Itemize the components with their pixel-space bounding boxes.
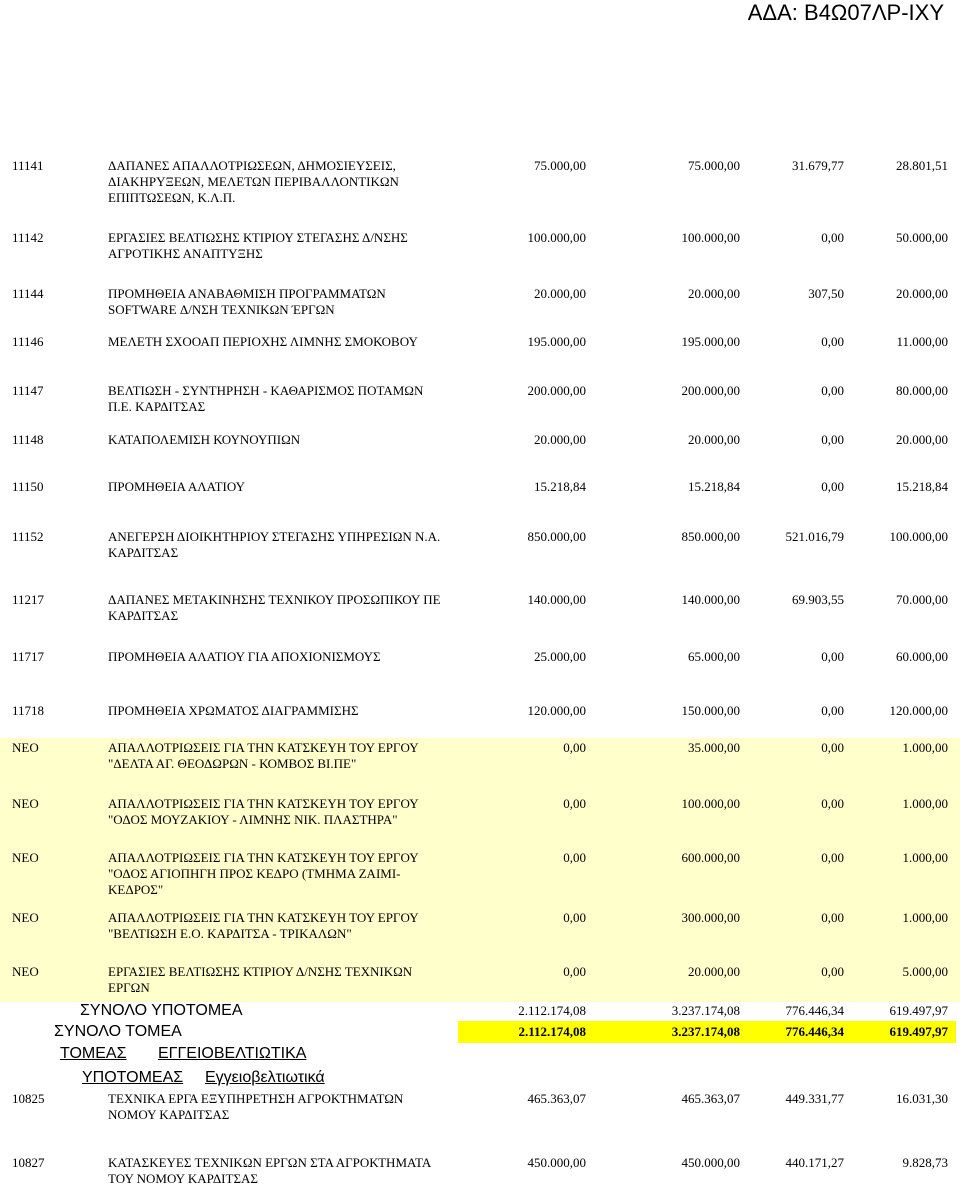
value-col-2: 195.000,00: [681, 334, 740, 349]
value-col-1: 20.000,00: [534, 432, 586, 447]
table-row: [0, 286, 960, 318]
value-col-2: 140.000,00: [681, 592, 740, 607]
ada-code: ΑΔΑ: Β4Ω07ΛΡ-ΙΧΥ: [747, 0, 944, 25]
row-code: 11146: [12, 334, 44, 349]
value-col-4: 1.000,00: [902, 850, 948, 865]
sector-heading: [0, 1043, 960, 1065]
value-col-1: 0,00: [563, 910, 586, 925]
value-col-4: 15.218,84: [896, 479, 948, 494]
value-col-4: 20.000,00: [896, 432, 948, 447]
row-code: 11718: [12, 703, 45, 718]
value-col-3: 31.679,77: [792, 158, 844, 173]
value-col-3: 776.446,34: [785, 1024, 844, 1039]
value-col-4: 5.000,00: [902, 964, 948, 979]
value-col-4: 50.000,00: [896, 230, 948, 245]
value-col-2: 100.000,00: [681, 796, 740, 811]
value-col-3: 0,00: [821, 432, 844, 447]
sector-total-row: [0, 1021, 960, 1043]
value-col-1: 195.000,00: [527, 334, 586, 349]
table-row: [0, 703, 960, 719]
value-col-4: 11.000,00: [896, 334, 948, 349]
value-col-2: 20.000,00: [688, 964, 740, 979]
value-col-1: 2.112.174,08: [518, 1003, 586, 1018]
row-description: ΤΕΧΝΙΚΑ ΕΡΓΑ ΕΞΥΠΗΡΕΤΗΣΗ ΑΓΡΟΚΤΗΜΑΤΩΝ ΝΟΜΟΥ ΚΑΡΔΙΤΣΑΣ: [108, 1091, 404, 1122]
value-col-4: 20.000,00: [896, 286, 948, 301]
table-row-new: [0, 738, 960, 796]
table-row: [0, 529, 960, 561]
table-row-new: [0, 794, 960, 850]
value-col-2: 100.000,00: [681, 230, 740, 245]
value-col-1: 2.112.174,08: [518, 1024, 586, 1039]
value-col-1: 140.000,00: [527, 592, 586, 607]
row-code: ΝΕΟ: [12, 796, 39, 811]
table-row: [0, 230, 960, 262]
row-description: ΠΡΟΜΗΘΕΙΑ ΑΛΑΤΙΟΥ: [108, 479, 245, 494]
value-col-2: 20.000,00: [688, 286, 740, 301]
row-description: ΑΠΑΛΛΟΤΡΙΩΣΕΙΣ ΓΙΑ ΤΗΝ ΚΑΤΣΚΕΥΗ ΤΟΥ ΕΡΓΟΥ "ΔΕΛΤΑ ΑΓ. ΘΕΟΔΩΡΩΝ - ΚΟΜΒΟΣ ΒΙ.ΠΕ": [108, 740, 419, 771]
value-col-4: 1.000,00: [902, 910, 948, 925]
subsector-total-label: ΣΥΝΟΛΟ ΥΠΟΤΟΜΕΑ: [80, 1002, 243, 1019]
row-description: ΜΕΛΕΤΗ ΣΧΟΟΑΠ ΠΕΡΙΟΧΗΣ ΛΙΜΝΗΣ ΣΜΟΚΟΒΟΥ: [108, 334, 418, 349]
value-col-2: 3.237.174,08: [671, 1024, 740, 1039]
value-col-4: 1.000,00: [902, 796, 948, 811]
value-col-4: 80.000,00: [896, 383, 948, 398]
value-col-3: 449.331,77: [785, 1091, 844, 1106]
row-description: ΠΡΟΜΗΘΕΙΑ ΑΝΑΒΑΘΜΙΣΗ ΠΡΟΓΡΑΜΜΑΤΩΝ SOFTWARE Δ/ΝΣΗ ΤΕΧΝΙΚΩΝ ΈΡΓΩΝ: [108, 286, 386, 317]
table-row: [0, 1091, 960, 1123]
value-col-1: 120.000,00: [527, 703, 586, 718]
value-col-2: 200.000,00: [681, 383, 740, 398]
value-col-4: 619.497,97: [889, 1024, 948, 1039]
value-col-4: 619.497,97: [889, 1003, 948, 1018]
row-description: ΚΑΤΑΣΚΕΥΕΣ ΤΕΧΝΙΚΩΝ ΕΡΓΩΝ ΣΤΑ ΑΓΡΟΚΤΗΜΑΤΑ ΤΟΥ ΝΟΜΟΥ ΚΑΡΔΙΤΣΑΣ: [108, 1155, 431, 1186]
row-description: ΑΝΕΓΕΡΣΗ ΔΙΟΙΚΗΤΗΡΙΟΥ ΣΤΕΓΑΣΗΣ ΥΠΗΡΕΣΙΩΝ Ν.Α. ΚΑΡΔΙΤΣΑΣ: [108, 529, 441, 560]
row-code: ΝΕΟ: [12, 850, 39, 865]
value-col-3: 0,00: [821, 383, 844, 398]
row-code: 11142: [12, 230, 44, 245]
value-col-1: 850.000,00: [527, 529, 586, 544]
table-row: [0, 1155, 960, 1187]
value-col-1: 0,00: [563, 796, 586, 811]
value-col-2: 600.000,00: [681, 850, 740, 865]
table-row: [0, 383, 960, 415]
row-code: 11217: [12, 592, 45, 607]
table-row: [0, 158, 960, 206]
sector-total-label: ΣΥΝΟΛΟ ΤΟΜΕΑ: [54, 1023, 182, 1040]
value-col-3: 440.171,27: [785, 1155, 844, 1170]
row-description: ΔΑΠΑΝΕΣ ΑΠΑΛΛΟΤΡΙΩΣΕΩΝ, ΔΗΜΟΣΙΕΥΣΕΙΣ, ΔΙΑΚΗΡΥΞΕΩΝ, ΜΕΛΕΤΩΝ ΠΕΡΙΒΑΛΛΟΝΤΙΚΩΝ ΕΠΙΠΤΩΣΕΩΝ, Κ.Λ.Π.: [108, 158, 399, 205]
table-row: [0, 649, 960, 665]
row-description: ΑΠΑΛΛΟΤΡΙΩΣΕΙΣ ΓΙΑ ΤΗΝ ΚΑΤΣΚΕΥΗ ΤΟΥ ΕΡΓΟΥ "ΟΔΟΣ ΑΓΙΟΠΗΓΗ ΠΡΟΣ ΚΕΔΡΟ (ΤΜΗΜΑ ΖΑΙΜΙ- ΚΕΔΡΟΣ": [108, 850, 419, 897]
subsector-word: ΥΠΟΤΟΜΕΑΣ: [82, 1069, 184, 1086]
value-col-2: 300.000,00: [681, 910, 740, 925]
row-description: ΕΡΓΑΣΙΕΣ ΒΕΛΤΙΩΣΗΣ ΚΤΙΡΙΟΥ ΣΤΕΓΑΣΗΣ Δ/ΝΣΗΣ ΑΓΡΟΤΙΚΗΣ ΑΝΑΠΤΥΞΗΣ: [108, 230, 408, 261]
value-col-2: 75.000,00: [688, 158, 740, 173]
value-col-1: 15.218,84: [534, 479, 586, 494]
value-col-3: 0,00: [821, 850, 844, 865]
row-code: ΝΕΟ: [12, 964, 39, 979]
value-col-2: 465.363,07: [681, 1091, 740, 1106]
value-col-1: 200.000,00: [527, 383, 586, 398]
row-code: 10827: [12, 1155, 45, 1170]
value-col-2: 15.218,84: [688, 479, 740, 494]
value-col-1: 0,00: [563, 850, 586, 865]
value-col-2: 450.000,00: [681, 1155, 740, 1170]
subsector-total-row: [0, 1000, 960, 1022]
row-description: ΒΕΛΤΙΩΣΗ - ΣΥΝΤΗΡΗΣΗ - ΚΑΘΑΡΙΣΜΟΣ ΠΟΤΑΜΩΝ Π.Ε. ΚΑΡΔΙΤΣΑΣ: [108, 383, 424, 414]
value-col-3: 0,00: [821, 649, 844, 664]
value-col-1: 25.000,00: [534, 649, 586, 664]
row-code: ΝΕΟ: [12, 910, 39, 925]
row-code: 11152: [12, 529, 44, 544]
row-description: ΑΠΑΛΛΟΤΡΙΩΣΕΙΣ ΓΙΑ ΤΗΝ ΚΑΤΣΚΕΥΗ ΤΟΥ ΕΡΓΟΥ "ΟΔΟΣ ΜΟΥΖΑΚΙΟΥ - ΛΙΜΝΗΣ ΝΙΚ. ΠΛΑΣΤΗΡΑ": [108, 796, 419, 827]
row-code: 10825: [12, 1091, 45, 1106]
table-row: [0, 432, 960, 448]
row-code: 11150: [12, 479, 44, 494]
row-code: 11717: [12, 649, 45, 664]
value-col-3: 0,00: [821, 334, 844, 349]
value-col-4: 100.000,00: [889, 529, 948, 544]
value-col-3: 0,00: [821, 703, 844, 718]
table-row-new: [0, 908, 960, 964]
value-col-1: 450.000,00: [527, 1155, 586, 1170]
value-col-1: 0,00: [563, 740, 586, 755]
value-col-3: 521.016,79: [785, 529, 844, 544]
value-col-3: 307,50: [808, 286, 844, 301]
value-col-1: 465.363,07: [527, 1091, 586, 1106]
value-col-4: 1.000,00: [902, 740, 948, 755]
value-col-2: 65.000,00: [688, 649, 740, 664]
value-col-3: 0,00: [821, 230, 844, 245]
value-col-2: 150.000,00: [681, 703, 740, 718]
table-row: [0, 479, 960, 495]
row-code: 11144: [12, 286, 44, 301]
value-col-1: 100.000,00: [527, 230, 586, 245]
row-code: 11141: [12, 158, 44, 173]
subsector-heading: [0, 1067, 960, 1089]
value-col-3: 0,00: [821, 964, 844, 979]
value-col-3: 0,00: [821, 740, 844, 755]
value-col-4: 16.031,30: [896, 1091, 948, 1106]
row-description: ΕΡΓΑΣΙΕΣ ΒΕΛΤΙΩΣΗΣ ΚΤΙΡΙΟΥ Δ/ΝΣΗΣ ΤΕΧΝΙΚΩΝ ΕΡΓΩΝ: [108, 964, 413, 995]
value-col-4: 120.000,00: [889, 703, 948, 718]
value-col-3: 0,00: [821, 796, 844, 811]
value-col-3: 776.446,34: [785, 1003, 844, 1018]
value-col-4: 9.828,73: [902, 1155, 948, 1170]
row-code: 11148: [12, 432, 44, 447]
value-col-2: 3.237.174,08: [671, 1003, 740, 1018]
value-col-1: 20.000,00: [534, 286, 586, 301]
value-col-3: 0,00: [821, 479, 844, 494]
subsector-name: Εγγειοβελτιωτικά: [205, 1069, 325, 1086]
value-col-1: 0,00: [563, 964, 586, 979]
value-col-2: 35.000,00: [688, 740, 740, 755]
sector-word: ΤΟΜΕΑΣ: [60, 1045, 127, 1062]
value-col-3: 0,00: [821, 910, 844, 925]
value-col-3: 69.903,55: [792, 592, 844, 607]
table-row: [0, 592, 960, 624]
row-description: ΠΡΟΜΗΘΕΙΑ ΑΛΑΤΙΟΥ ΓΙΑ ΑΠΟΧΙΟΝΙΣΜΟΥΣ: [108, 649, 381, 664]
row-description: ΚΑΤΑΠΟΛΕΜΙΣΗ ΚΟΥΝΟΥΠΙΩΝ: [108, 432, 301, 447]
value-col-4: 70.000,00: [896, 592, 948, 607]
value-col-1: 75.000,00: [534, 158, 586, 173]
table-row-new: [0, 848, 960, 910]
value-col-4: 60.000,00: [896, 649, 948, 664]
row-code: 11147: [12, 383, 44, 398]
row-description: ΔΑΠΑΝΕΣ ΜΕΤΑΚΙΝΗΣΗΣ ΤΕΧΝΙΚΟΥ ΠΡΟΣΩΠΙΚΟΥ ΠΕ ΚΑΡΔΙΤΣΑΣ: [108, 592, 441, 623]
value-col-2: 850.000,00: [681, 529, 740, 544]
sector-name: ΕΓΓΕΙΟΒΕΛΤΙΩΤΙΚΑ: [158, 1045, 307, 1062]
table-row: [0, 334, 960, 350]
row-description: ΑΠΑΛΛΟΤΡΙΩΣΕΙΣ ΓΙΑ ΤΗΝ ΚΑΤΣΚΕΥΗ ΤΟΥ ΕΡΓΟΥ "ΒΕΛΤΙΩΣΗ Ε.Ο. ΚΑΡΔΙΤΣΑ - ΤΡΙΚΑΛΩΝ": [108, 910, 419, 941]
row-description: ΠΡΟΜΗΘΕΙΑ ΧΡΩΜΑΤΟΣ ΔΙΑΓΡΑΜΜΙΣΗΣ: [108, 703, 359, 718]
value-col-4: 28.801,51: [896, 158, 948, 173]
table-row-new: [0, 962, 960, 1002]
value-col-2: 20.000,00: [688, 432, 740, 447]
row-code: ΝΕΟ: [12, 740, 39, 755]
